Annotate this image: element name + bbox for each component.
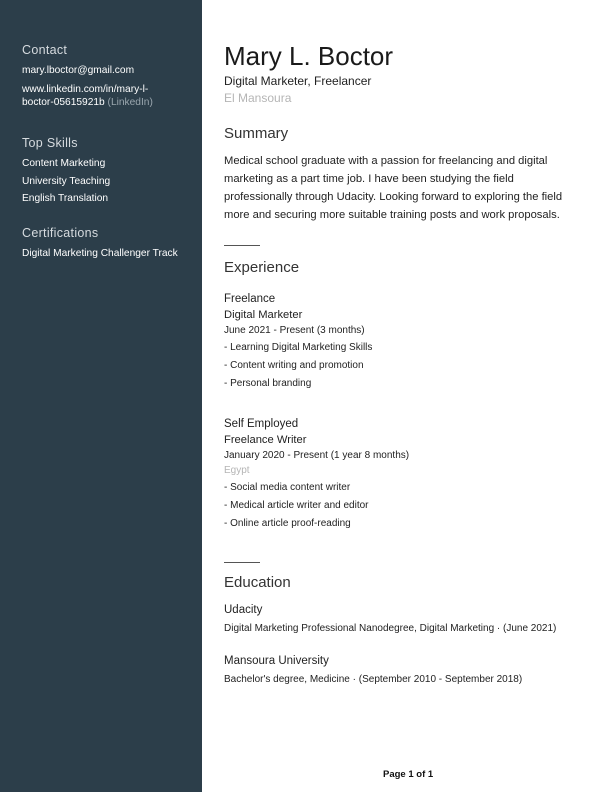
page-number: Page 1 of 1: [383, 769, 434, 780]
job-dates: January 2020 - Present (1 year 8 months): [224, 450, 410, 461]
school-name: Udacity: [224, 604, 263, 616]
top-skills-section: [22, 135, 197, 208]
linkedin-url-line2: boctor-05615921b: [22, 97, 105, 108]
certifications-heading: Certifications: [22, 226, 99, 240]
summary-text: [224, 152, 596, 224]
skill-item: English Translation: [22, 193, 109, 204]
summary-heading: Summary: [224, 125, 289, 142]
company-name: Self Employed: [224, 418, 299, 430]
sidebar: [0, 0, 202, 792]
education-entry: [224, 654, 522, 686]
certifications-section: [22, 225, 197, 263]
section-divider: [224, 245, 260, 246]
job-bullet: - Content writing and promotion: [224, 360, 364, 371]
school-name: Mansoura University: [224, 655, 329, 667]
job-bullet: - Online article proof-reading: [224, 518, 351, 529]
linkedin-url-line1: www.linkedin.com/in/mary-l-: [22, 84, 149, 95]
certification-item: Digital Marketing Challenger Track: [22, 248, 178, 259]
job-bullet: - Personal branding: [224, 378, 312, 389]
job-bullet: - Learning Digital Marketing Skills: [224, 342, 373, 353]
linkedin-label: (LinkedIn): [107, 97, 153, 108]
linkedin-link[interactable]: [22, 83, 197, 109]
top-skills-heading: Top Skills: [22, 136, 78, 150]
experience-heading: Experience: [224, 259, 300, 276]
job-location: Egypt: [224, 465, 250, 476]
summary-line: professionally through Udacity. Looking forward to exploring the field: [224, 191, 563, 203]
summary-line: marketing as a part time job. I have been studying the field: [224, 173, 514, 185]
experience-entry: [224, 292, 372, 393]
skill-item: Content Marketing: [22, 158, 106, 169]
job-dates: June 2021 - Present (3 months): [224, 325, 365, 336]
company-name: Freelance: [224, 293, 276, 305]
summary-line: Medical school graduate with a passion for freelancing and digital: [224, 155, 548, 167]
email-link[interactable]: mary.lboctor@gmail.com: [22, 65, 135, 76]
experience-entry: [224, 417, 409, 533]
education-heading: Education: [224, 574, 291, 591]
summary-line: more and securing more suitable training posts and work proposals.: [224, 209, 560, 221]
job-bullet: - Medical article writer and editor: [224, 500, 369, 511]
job-title: Freelance Writer: [224, 434, 307, 446]
contact-section: [22, 42, 197, 109]
profile-location: El Mansoura: [224, 91, 292, 105]
education-entry: [224, 603, 556, 635]
contact-heading: Contact: [22, 43, 68, 57]
skill-item: University Teaching: [22, 175, 111, 187]
profile-headline: Digital Marketer, Freelancer: [224, 74, 372, 88]
section-divider: [224, 562, 260, 563]
profile-name: Mary L. Boctor: [224, 41, 394, 71]
job-bullet: - Social media content writer: [224, 482, 351, 493]
degree-detail: Bachelor's degree, Medicine · (September 2010 - September 2018): [224, 674, 523, 685]
job-title: Digital Marketer: [224, 309, 303, 321]
degree-detail: Digital Marketing Professional Nanodegree, Digital Marketing · (June 2021): [224, 623, 557, 634]
